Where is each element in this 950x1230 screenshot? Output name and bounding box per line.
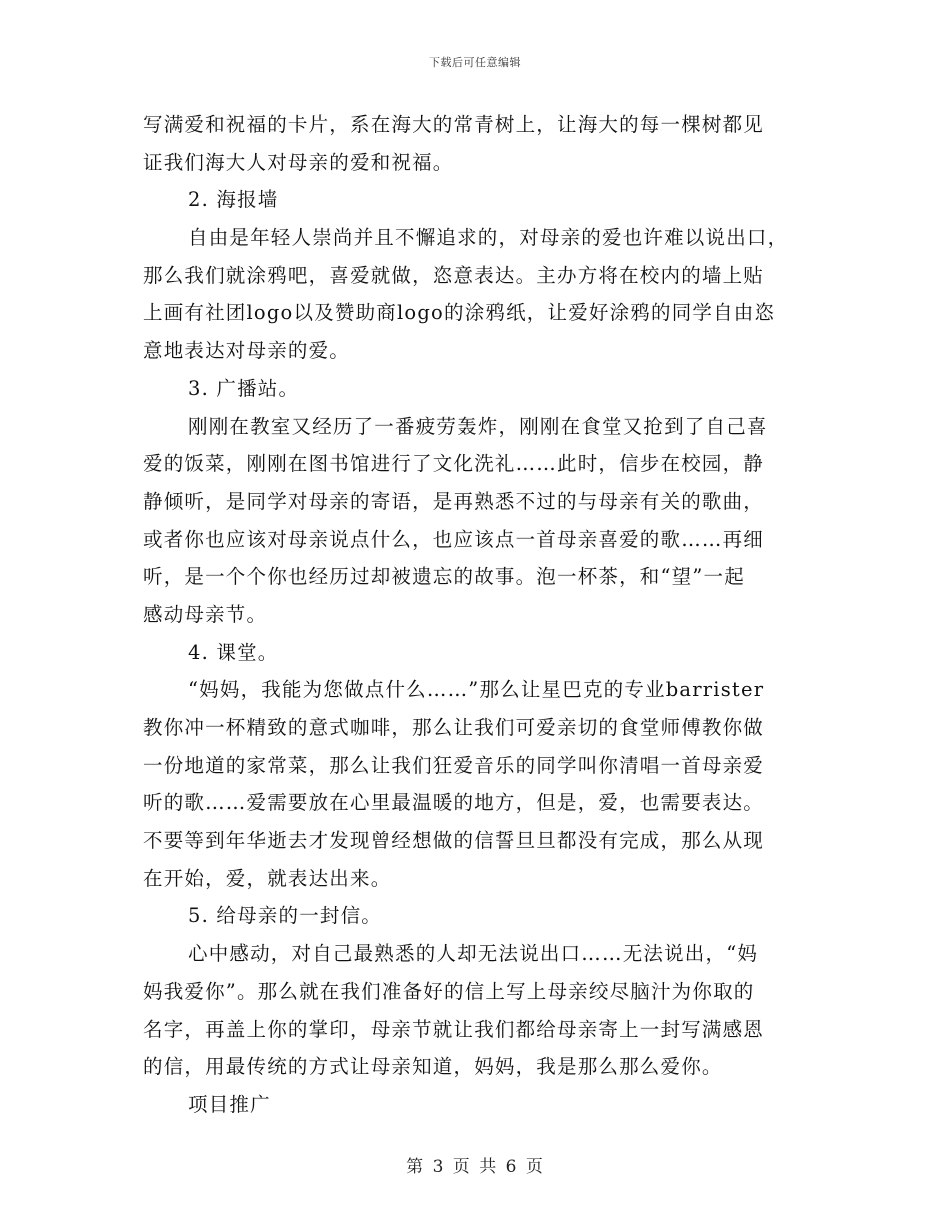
text-line: 那么我们就涂鸦吧，喜爱就做，恣意表达。主办方将在校内的墙上贴 xyxy=(143,263,765,287)
text-line: 或者你也应该对母亲说点什么，也应该点一首母亲喜爱的歌……再细 xyxy=(143,527,765,551)
text-line: 在开始，爱，就表达出来。 xyxy=(143,866,392,890)
text-line: 证我们海大人对母亲的爱和祝福。 xyxy=(143,150,454,174)
text-line: 名字，再盖上你的掌印，母亲节就让我们都给母亲寄上一封写满感恩 xyxy=(143,1017,765,1041)
text-line: 的信，用最传统的方式让母亲知道，妈妈，我是那么那么爱你。 xyxy=(143,1055,723,1079)
text-line: 刚刚在教室又经历了一番疲劳轰炸，刚刚在食堂又抢到了自己喜 xyxy=(188,414,768,438)
text-line: 意地表达对母亲的爱。 xyxy=(143,339,351,363)
text-line: 自由是年轻人崇尚并且不懈追求的，对母亲的爱也许难以说出口， xyxy=(188,226,789,250)
document-body xyxy=(143,106,811,1124)
text-line: 教你冲一杯精致的意式咖啡，那么让我们可爱亲切的食堂师傅教你做 xyxy=(143,716,765,739)
section-heading-broadcast-station: 3. 广播站。 xyxy=(188,376,300,400)
section-heading-poster-wall: 2. 海报墙 xyxy=(188,188,279,212)
text-line: 听的歌……爱需要放在心里最温暖的地方，但是，爱，也需要表达。 xyxy=(143,791,765,815)
text-line: 静倾听，是同学对母亲的寄语，是再熟悉不过的与母亲有关的歌曲， xyxy=(143,489,765,513)
text-line: 上画有社团logo以及赞助商logo的涂鸦纸，让爱好涂鸦的同学自由恣 xyxy=(143,301,776,325)
text-line: 感动母亲节。 xyxy=(143,602,268,626)
text-line: 写满爱和祝福的卡片，系在海大的常青树上，让海大的每一棵树都见 xyxy=(143,113,765,136)
section-heading-classroom: 4. 课堂。 xyxy=(188,640,279,664)
page-footer: 第 3 页 共 6 页 xyxy=(406,1157,544,1177)
text-line: 不要等到年华逝去才发现曾经想做的信誓旦旦都没有完成，那么从现 xyxy=(143,829,765,853)
section-heading-letter-to-mother: 5. 给母亲的一封信。 xyxy=(188,904,383,928)
text-line: 爱的饭菜，刚刚在图书馆进行了文化洗礼……此时，信步在校园，静 xyxy=(143,452,765,476)
page-header: 下载后可任意编辑 xyxy=(429,56,521,69)
text-line: 一份地道的家常菜，那么让我们狂爱音乐的同学叫你清唱一首母亲爱 xyxy=(143,753,765,777)
text-line: 听，是一个个你也经历过却被遗忘的故事。泡一杯茶，和“望”一起 xyxy=(143,565,745,589)
text-line: “妈妈，我能为您做点什么……”那么让星巴克的专业barrister xyxy=(188,678,765,702)
text-line: 心中感动，对自己最熟悉的人却无法说出口……无法说出，“妈 xyxy=(188,942,759,966)
section-heading-project-promotion: 项目推广 xyxy=(188,1092,271,1116)
text-line: 妈我爱你”。那么就在我们准备好的信上写上母亲绞尽脑汁为你取的 xyxy=(143,979,755,1003)
